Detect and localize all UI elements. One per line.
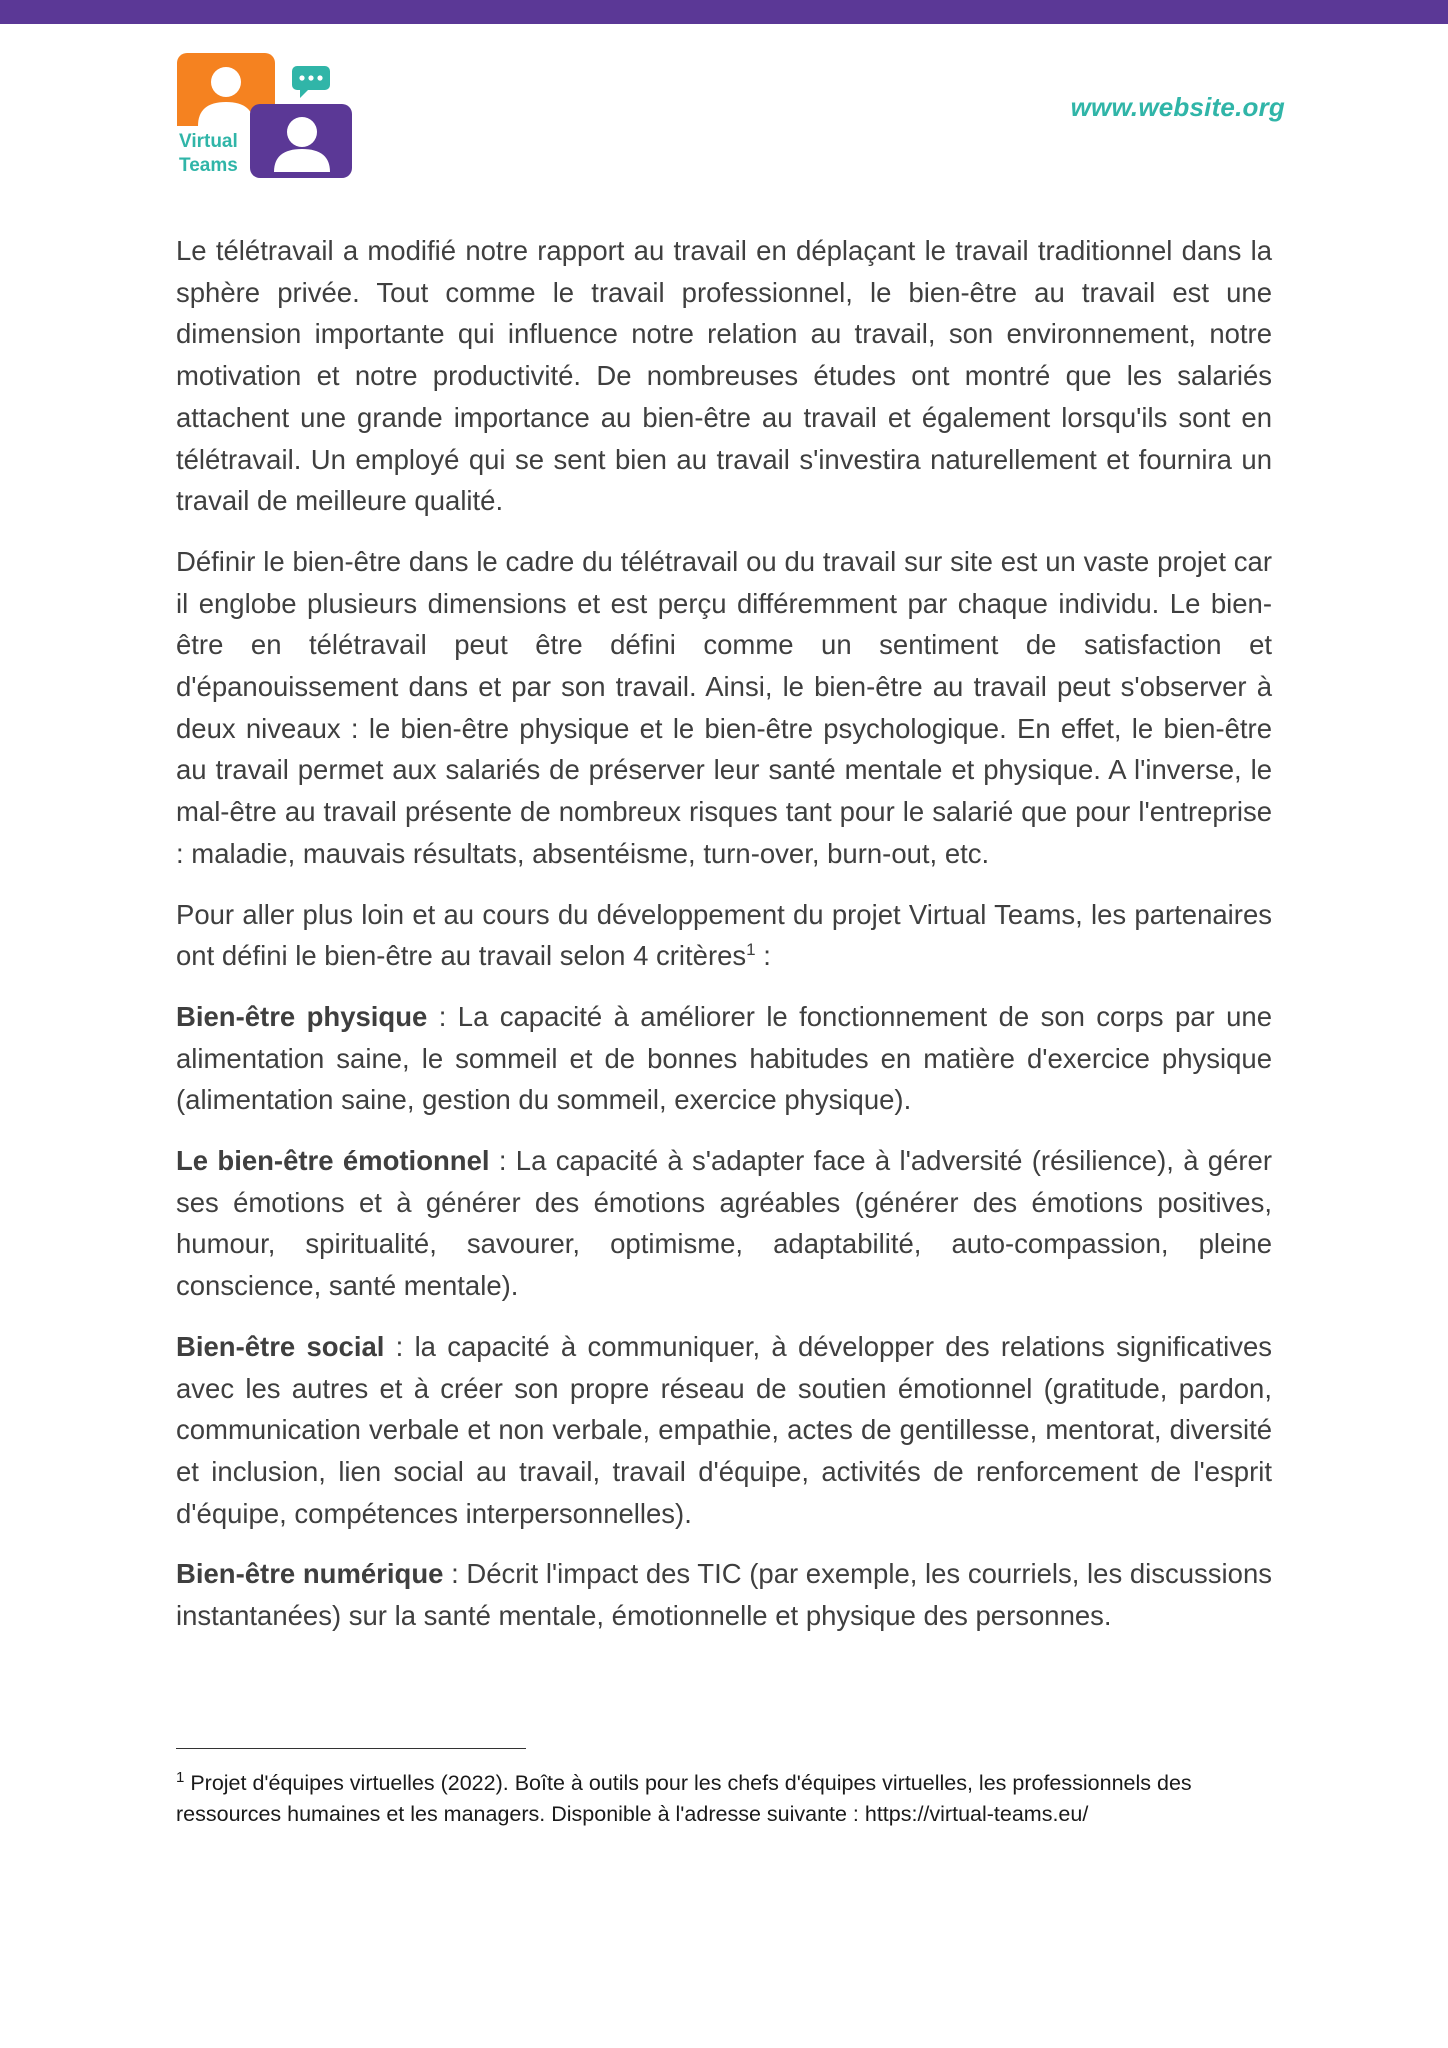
footnote-separator bbox=[176, 1748, 526, 1749]
criteria-intro-tail: : bbox=[755, 940, 771, 972]
paragraph-intro: Le télétravail a modifié notre rapport au travail en déplaçant le travail traditionnel dans la sphère privée. Tout comme le travail professionnel, le bien-être au travail est une dimension importante qui influence notre relation au travail, son environnement, notre motivation et notre productivité. De nombreuses études ont montré que les salariés attachent une grande importance au bien-être au travail et également lorsqu'ils sont en télétravail. Un employé qui se sent bien au travail s'investira naturellement et fournira un travail de meilleure qualité. bbox=[176, 235, 1272, 517]
criterion-term: Bien-être social bbox=[176, 1330, 385, 1362]
criterion-text: : La capacité à améliorer le fonctionnement de son corps par une alimentation saine, le sommeil et de bonnes habitudes en matière d'exercice physique (alimentation saine, gestion du sommeil, exercice physique). bbox=[176, 1000, 1272, 1116]
website-url: www.website.org bbox=[1070, 92, 1285, 122]
criteria-intro-text: Pour aller plus loin et au cours du développement du projet Virtual Teams, les partenaires ont défini le bien-être au travail selon 4 critères bbox=[176, 898, 1272, 972]
criterion-term: Le bien-être émotionnel bbox=[176, 1145, 490, 1177]
two-people-chat-logo-icon bbox=[176, 52, 354, 180]
criterion-text: : Décrit l'impact des TIC (par exemple, les courriels, les discussions instantanées) sur la santé mentale, émotionnelle et physique des personnes. bbox=[176, 1558, 1272, 1632]
criterion-text: : La capacité à s'adapter face à l'adversité (résilience), à gérer ses émotions et à générer des émotions agréables (générer des émotions positives, humour, spiritualité, savourer, optimisme, adaptabilité, auto-compassion, pleine conscience, santé mentale). bbox=[176, 1145, 1273, 1302]
footnote-number: 1 bbox=[176, 1768, 185, 1786]
paragraph-definition: Définir le bien-être dans le cadre du télétravail ou du travail sur site est un vaste projet car il englobe plusieurs dimensions et est perçu différemment par chaque individu. Le bien-être en télétravail peut être défini comme un sentiment de satisfaction et d'épanouissement dans et par son travail. Ainsi, le bien-être au travail peut s'observer à deux niveaux : le bien-être physique et le bien-être psychologique. En effet, le bien-être au travail permet aux salariés de préserver leur santé mentale et physique. A l'inverse, le mal-être au travail présente de nombreux risques tant pour le salarié que pour l'entreprise : maladie, mauvais résultats, absentéisme, turn-over, burn-out, etc. bbox=[176, 545, 1272, 869]
footnote-text: Projet d'équipes virtuelles (2022). Boîte à outils pour les chefs d'équipes virtuelles, les professionnels des ressources humaines et les managers. Disponible à l'adresse suivante : https://virtual-teams.eu/ bbox=[176, 1771, 1192, 1826]
criterion-text: : la capacité à communiquer, à développer des relations significatives avec les autres et à créer son propre réseau de soutien émotionnel (gratitude, pardon, communication verbale et non verbale, empathie, actes de gentillesse, mentorat, diversité et inclusion, lien social au travail, travail d'équipe, activités de renforcement de l'esprit d'équipe, compétences interpersonnelles). bbox=[176, 1330, 1272, 1529]
criterion-term: Bien-être numérique bbox=[176, 1558, 444, 1590]
document-body bbox=[176, 230, 1272, 1656]
top-accent-bar bbox=[0, 0, 1448, 24]
criterion-term: Bien-être physique bbox=[176, 1000, 428, 1032]
logo-line1: Virtual bbox=[179, 131, 238, 152]
criterion-physique bbox=[176, 996, 1272, 1121]
footnote-ref: 1 bbox=[746, 940, 756, 960]
criterion-numerique bbox=[176, 1553, 1272, 1636]
paragraph-criteria-intro bbox=[176, 894, 1272, 977]
criterion-social bbox=[176, 1326, 1272, 1535]
virtual-teams-logo bbox=[176, 52, 354, 180]
footnote bbox=[176, 1768, 1272, 1830]
logo-line2: Teams bbox=[179, 155, 238, 176]
criterion-emotionnel bbox=[176, 1140, 1272, 1307]
